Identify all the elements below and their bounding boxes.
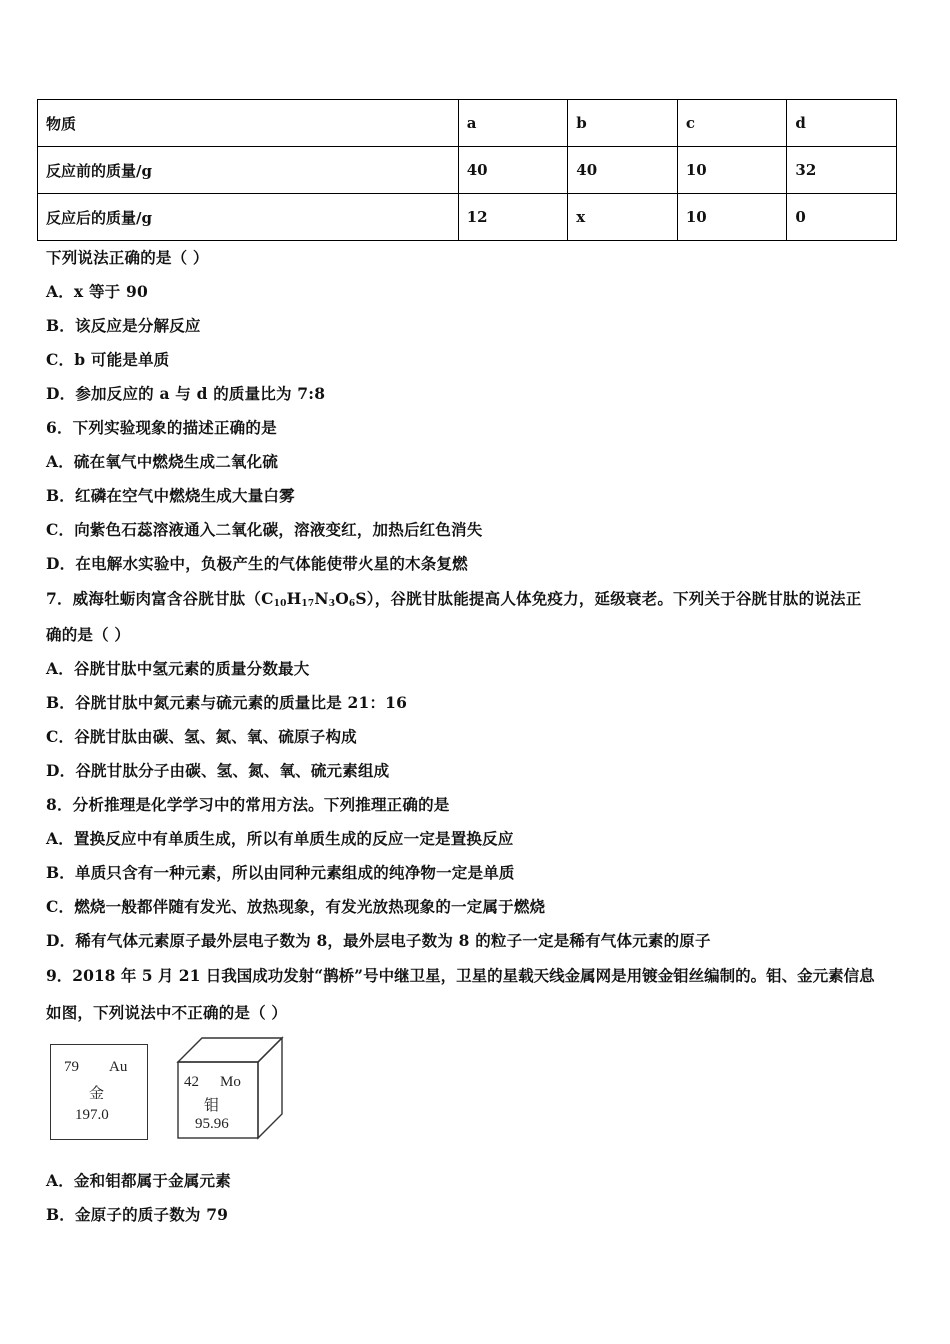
q6-option-c: C．向紫色石蕊溶液通入二氧化碳，溶液变红，加热后红色消失 (46, 520, 483, 539)
table-cell: x (568, 194, 678, 241)
au-atomic-number: 79 (64, 1059, 79, 1075)
q6-option-b: B．红磷在空气中燃烧生成大量白雾 (46, 486, 295, 505)
q9-option-b: B．金原子的质子数为 79 (46, 1205, 229, 1224)
table-cell: c (677, 100, 787, 147)
table-header-row (38, 100, 897, 147)
q7-option-a: A．谷胱甘肽中氢元素的质量分数最大 (46, 659, 310, 678)
q9-stem-line2: 如图，下列说法中不正确的是（ ） (46, 1003, 288, 1022)
q5-option-d: D．参加反应的 a 与 d 的质量比为 7:8 (46, 384, 326, 403)
au-name: 金 (89, 1086, 105, 1102)
table-cell: d (787, 100, 897, 147)
mo-atomic-mass: 95.96 (195, 1116, 229, 1132)
formula-sub-h: 17 (301, 599, 315, 609)
q5-option-b: B．该反应是分解反应 (46, 316, 201, 335)
q7-option-b: B．谷胱甘肽中氮元素与硫元素的质量比是 21：16 (46, 693, 408, 712)
q6-stem: 6．下列实验现象的描述正确的是 (46, 418, 277, 437)
table-cell: 40 (458, 147, 568, 194)
q9-stem-line1: 9．2018 年 5 月 21 日我国成功发射“鹊桥”号中继卫星，卫星的星载天线金属网是用镀金钼丝编制的。钼、金元素信息 (46, 966, 875, 985)
mo-atomic-number: 42 (184, 1074, 199, 1090)
table-cell: 反应后的质量/g (38, 194, 459, 241)
q8-option-c: C．燃烧一般都伴随有发光、放热现象，有发光放热现象的一定属于燃烧 (46, 897, 546, 916)
formula-sub-c: 10 (273, 599, 287, 609)
q7-stem-start: 7．威海牡蛎肉富含谷胱甘肽（C (46, 589, 274, 608)
mo-symbol: Mo (220, 1074, 241, 1090)
table-row (38, 194, 897, 241)
table-cell: b (568, 100, 678, 147)
q7-stem-line2: 确的是（ ） (46, 625, 131, 644)
table-cell: a (458, 100, 568, 147)
q8-option-d: D．稀有气体元素原子最外层电子数为 8，最外层电子数为 8 的粒子一定是稀有气体元素的原子 (46, 931, 711, 950)
q8-stem: 8．分析推理是化学学习中的常用方法。下列推理正确的是 (46, 795, 450, 814)
q5-option-a: A．x 等于 90 (46, 282, 148, 301)
q5-option-c: C．b 可能是单质 (46, 350, 170, 369)
formula-sub-o: 6 (348, 599, 356, 609)
gold-element-tile (50, 1044, 148, 1140)
table-cell: 32 (787, 147, 897, 194)
table-cell: 0 (787, 194, 897, 241)
q7-option-d: D．谷胱甘肽分子由碳、氢、氮、氧、硫元素组成 (46, 761, 390, 780)
q9-option-a: A．金和钼都属于金属元素 (46, 1171, 231, 1190)
au-atomic-mass: 197.0 (75, 1107, 109, 1123)
q7-stem: 7．威海牡蛎肉富含谷胱甘肽$(C_{10}H_{17}N_3O_6S)$，谷胱甘肽能提高人体免疫力，延级衰老。下列关于谷胱甘肽的说法正 (46, 589, 862, 609)
q5-stem: 下列说法正确的是（ ） (46, 248, 209, 267)
table-cell: 物质 (38, 100, 459, 147)
mass-data-table (37, 99, 897, 241)
molybdenum-element-cube (176, 1036, 284, 1140)
table-row (38, 147, 897, 194)
formula-sub-n: 3 (328, 599, 336, 609)
q6-option-d: D．在电解水实验中，负极产生的气体能使带火星的木条复燃 (46, 554, 468, 573)
table-cell: 10 (677, 194, 787, 241)
q8-option-a: A．置换反应中有单质生成，所以有单质生成的反应一定是置换反应 (46, 829, 514, 848)
table-cell: 反应前的质量/g (38, 147, 459, 194)
mo-name: 钼 (204, 1098, 220, 1114)
au-symbol: Au (109, 1059, 128, 1075)
q7-option-c: C．谷胱甘肽由碳、氢、氮、氧、硫原子构成 (46, 727, 357, 746)
table-cell: 40 (568, 147, 678, 194)
q7-stem-end: ），谷胱甘肽能提高人体免疫力，延级衰老。下列关于谷胱甘肽的说法正 (366, 589, 862, 608)
table-cell: 10 (677, 147, 787, 194)
q8-option-b: B．单质只含有一种元素，所以由同种元素组成的纯净物一定是单质 (46, 863, 515, 882)
table-cell: 12 (458, 194, 568, 241)
q6-option-a: A．硫在氧气中燃烧生成二氧化硫 (46, 452, 279, 471)
